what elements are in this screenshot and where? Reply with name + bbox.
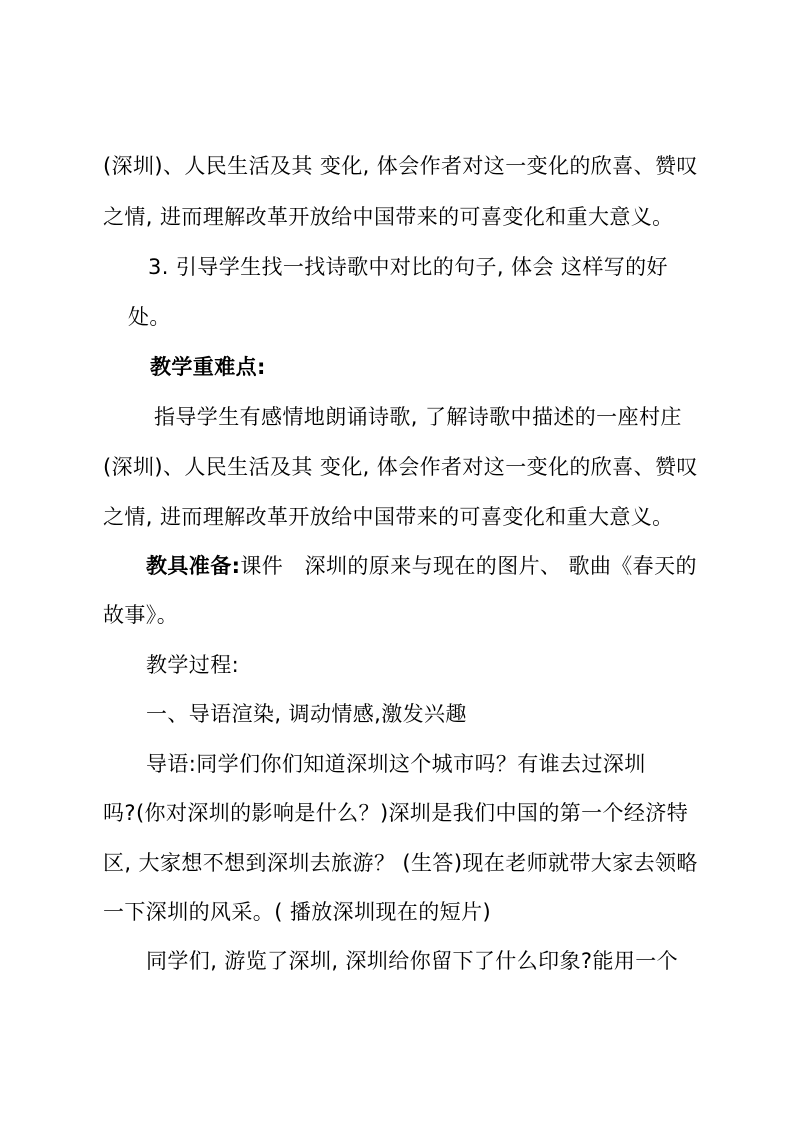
text-line-8: 之情, 进而理解改革开放给中国带来的可喜变化和重大意义。 <box>103 505 674 529</box>
equipment-text: 课件 深圳的原来与现在的图片、 歌曲《春天的 <box>240 554 697 578</box>
text-line-3: 3. 引导学生找一找诗歌中对比的句子, 体会 这样写的好 <box>148 255 668 279</box>
text-line-4: 处。 <box>128 305 171 329</box>
text-line-14: 吗?(你对深圳的影响是什么？)深圳是我们中国的第一个经济特 <box>103 801 689 825</box>
step-one-heading: 一、导语渲染, 调动情感,激发兴趣 <box>146 702 467 726</box>
text-line-16: 一下深圳的风采。( 播放深圳现在的短片) <box>103 900 492 924</box>
section-heading-process: 教学过程: <box>146 653 240 677</box>
text-line-1: (深圳)、人民生活及其 变化, 体会作者对这一变化的欣喜、赞叹 <box>103 154 698 178</box>
text-line-6: 指导学生有感情地朗诵诗歌, 了解诗歌中描述的一座村庄 <box>154 405 682 429</box>
text-line-15: 区, 大家想不想到深圳去旅游？ (生答)现在老师就带大家去领略 <box>103 851 698 875</box>
text-line-7: (深圳)、人民生活及其 变化, 体会作者对这一变化的欣喜、赞叹 <box>103 455 698 479</box>
text-line-10: 故事》。 <box>103 603 179 627</box>
text-line-13: 导语:同学们你们知道深圳这个城市吗？有谁去过深圳 <box>146 752 646 776</box>
equipment-label: 教具准备: <box>146 554 241 578</box>
section-heading-difficulty: 教学重难点: <box>150 355 266 379</box>
text-line-2: 之情, 进而理解改革开放给中国带来的可喜变化和重大意义。 <box>103 205 674 229</box>
text-line-17: 同学们, 游览了深圳, 深圳给你留下了什么印象?能用一个 <box>146 949 679 973</box>
equipment-line <box>146 552 697 580</box>
